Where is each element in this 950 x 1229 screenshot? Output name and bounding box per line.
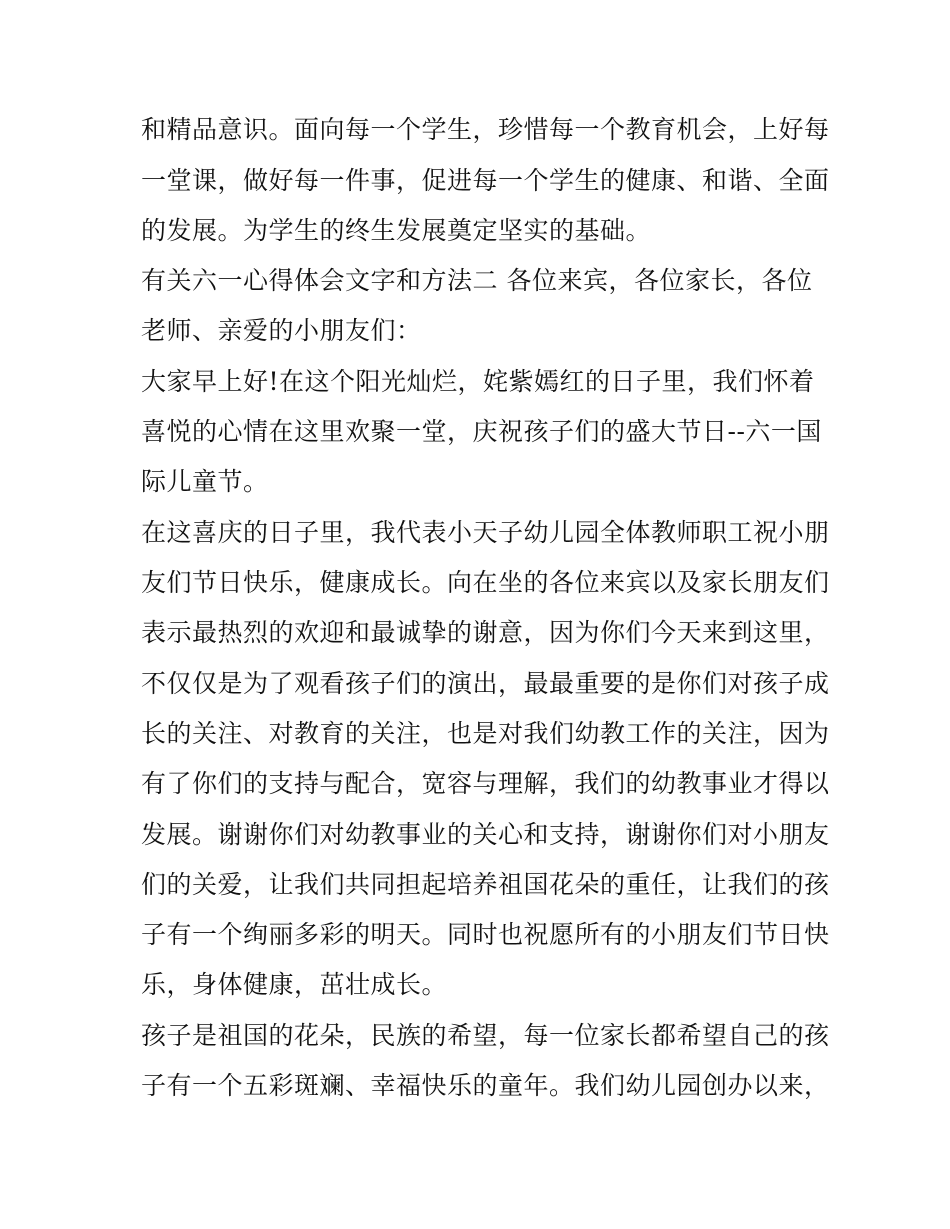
text-line: 的发展。为学生的终生发展奠定坚实的基础。 [141, 216, 652, 245]
text-line: 喜悦的心情在这里欢聚一堂，庆祝孩子们的盛大节日--六一国 [141, 417, 822, 446]
text-line: 有了你们的支持与配合，宽容与理解，我们的幼教事业才得以 [141, 769, 830, 798]
text-line: 在这喜庆的日子里，我代表小天子幼儿园全体教师职工祝小朋 [141, 518, 830, 547]
text-line: 老师、亲爱的小朋友们： [141, 316, 422, 345]
text-line: 大家早上好!在这个阳光灿烂，姹紫嫣红的日子里，我们怀着 [141, 367, 815, 396]
text-line: 表示最热烈的欢迎和最诚挚的谢意，因为你们今天来到这里， [141, 618, 830, 647]
text-line: 际儿童节。 [141, 467, 269, 496]
text-line: 们的关爱，让我们共同担起培养祖国花朵的重任，让我们的孩 [141, 870, 830, 899]
text-line: 孩子是祖国的花朵，民族的希望，每一位家长都希望自己的孩 [141, 1021, 830, 1050]
text-line: 乐，身体健康，茁壮成长。 [141, 970, 448, 999]
text-line: 不仅仅是为了观看孩子们的演出，最最重要的是你们对孩子成 [141, 669, 830, 698]
text-line: 子有一个绚丽多彩的明天。同时也祝愿所有的小朋友们节日快 [141, 920, 830, 949]
text-line: 有关六一心得体会文字和方法二 各位来宾，各位家长，各位 [141, 266, 813, 295]
text-line: 子有一个五彩斑斓、幸福快乐的童年。我们幼儿园创办以来， [141, 1071, 830, 1100]
text-line: 和精品意识。面向每一个学生，珍惜每一个教育机会，上好每 [141, 115, 830, 144]
text-line: 发展。谢谢你们对幼教事业的关心和支持，谢谢你们对小朋友 [141, 820, 830, 849]
text-line: 一堂课，做好每一件事，促进每一个学生的健康、和谐、全面 [141, 166, 830, 195]
text-line: 友们节日快乐，健康成长。向在坐的各位来宾以及家长朋友们 [141, 568, 830, 597]
text-line: 长的关注、对教育的关注，也是对我们幼教工作的关注，因为 [141, 719, 830, 748]
